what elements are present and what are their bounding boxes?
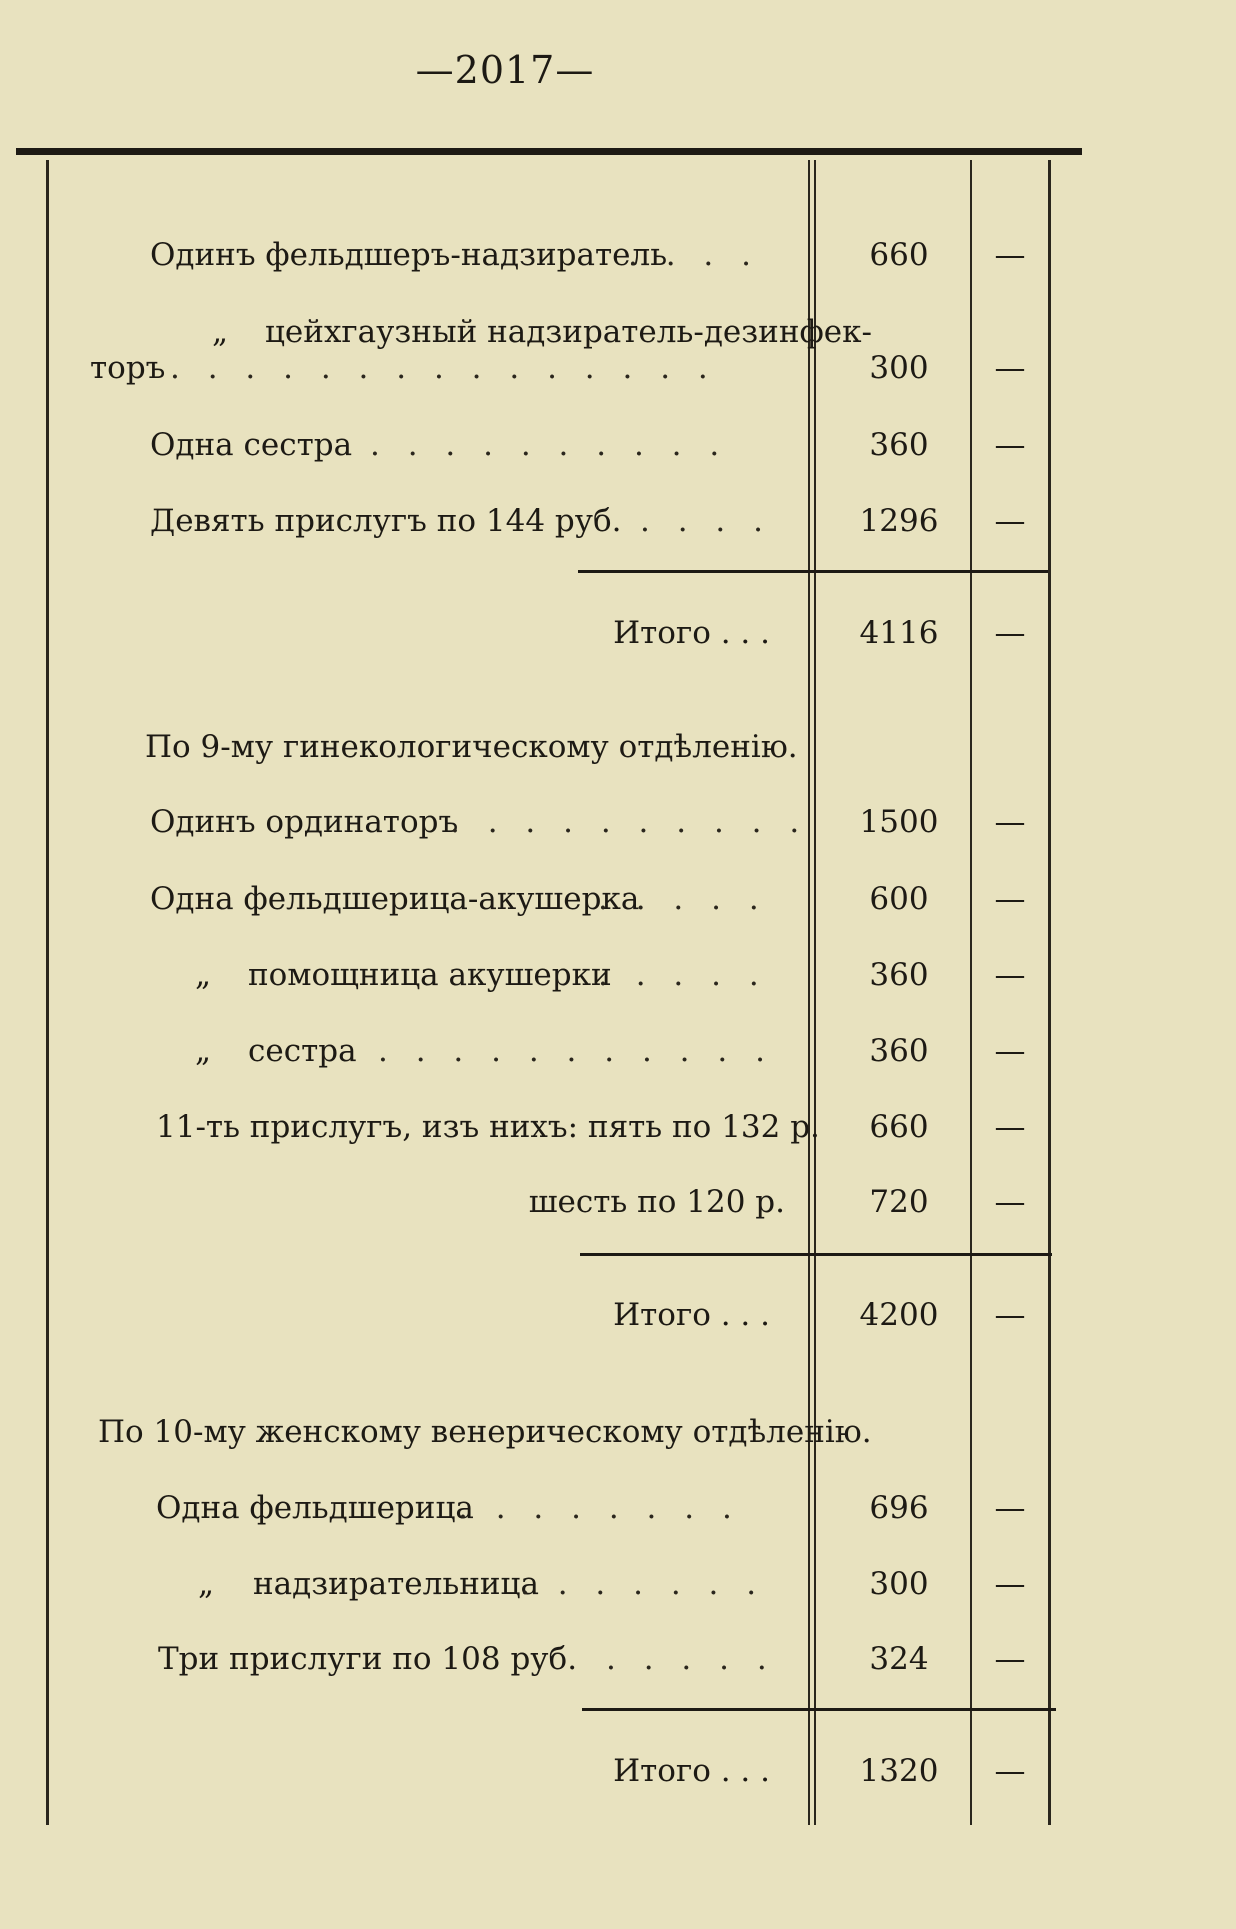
row-label: Одна фельдшерица [156,1490,474,1526]
row-label: шесть по 120 р. [528,1184,785,1220]
table-row [0,1177,1236,1227]
kopek-dash: — [994,1490,1026,1526]
section-heading [0,722,1236,772]
kopek-dash: — [994,427,1026,463]
leader-dots: . . . . . . . . . . [370,427,729,463]
leader-dots: . . . . . [606,1641,776,1677]
kopek-dash: — [994,1109,1026,1145]
kopek-dash: — [994,237,1026,273]
ditto-mark: „ [198,1566,215,1602]
amount-cell: 300 [869,350,929,386]
total-row [0,1290,1236,1340]
leader-dots: . . . . . . . . . . [450,804,809,840]
row-label: Три прислуги по 108 руб. [158,1641,578,1677]
row-label: цейхгаузный надзиратель-дезинфек- [265,314,872,350]
total-row [0,608,1236,658]
top-rule [16,148,1082,155]
amount-cell: 1296 [859,503,939,539]
section-title: По 10-му женскому венерическому отдѣленію. [98,1414,872,1450]
table-row [0,950,1236,1000]
table-row [0,420,1236,470]
leader-dots: . . . . . . . [520,1566,766,1602]
kopek-dash: — [994,1753,1026,1789]
ditto-mark: „ [195,1033,212,1069]
section-title: По 9-му гинекологическому отдѣленію. [145,729,798,765]
table-row [0,1634,1236,1684]
amount-cell: 696 [869,1490,929,1526]
leader-dots: . . . . [628,237,760,273]
amount-cell: 360 [869,957,929,993]
kopek-dash: — [994,615,1026,651]
table-row [0,1026,1236,1076]
amount-cell: 360 [869,427,929,463]
total-rule [578,570,1048,573]
row-label: Одна фельдшерица-акушерка [150,881,640,917]
total-label: Итого . . . [613,1753,770,1789]
leader-dots: . . . . . . . . . . . . . . . [170,350,717,386]
total-amount: 1320 [859,1753,939,1789]
page-number: —2017— [415,48,595,92]
row-label: 11-ть прислугъ, изъ нихъ: пять по 132 р. [156,1109,820,1145]
total-amount: 4116 [859,615,939,651]
leader-dots: . . . . [640,503,772,539]
total-rule [580,1253,1052,1256]
row-label: Одинъ ординаторъ [150,804,459,840]
total-label: Итого . . . [613,615,770,651]
amount-cell: 300 [869,1566,929,1602]
total-amount: 4200 [859,1297,939,1333]
amount-cell: 1500 [859,804,939,840]
amount-cell: 324 [869,1641,929,1677]
table-row [0,343,1236,393]
total-rule [582,1708,1056,1711]
ditto-mark: „ [195,957,212,993]
amount-cell: 720 [869,1184,929,1220]
table-row [0,797,1236,847]
table-row [0,874,1236,924]
ditto-mark: „ [212,314,229,350]
row-label: Одинъ фельдшеръ-надзиратель [150,237,668,273]
amount-cell: 360 [869,1033,929,1069]
row-label: помощница акушерки [248,957,612,993]
row-label: сестра [248,1033,357,1069]
row-label: торъ [90,350,166,386]
kopek-dash: — [994,1566,1026,1602]
leader-dots: . . . . . [598,957,768,993]
amount-cell: 660 [869,237,929,273]
row-label: Одна сестра [150,427,353,463]
table-row [0,1102,1236,1152]
kopek-dash: — [994,503,1026,539]
kopek-dash: — [994,804,1026,840]
leader-dots: . . . . . . . . . . . [378,1033,774,1069]
kopek-dash: — [994,957,1026,993]
amount-cell: 600 [869,881,929,917]
kopek-dash: — [994,881,1026,917]
section-heading [0,1407,1236,1457]
table-row [0,496,1236,546]
amount-cell: 660 [869,1109,929,1145]
kopek-dash: — [994,1641,1026,1677]
row-label: надзирательница [253,1566,539,1602]
leader-dots: . . . . . . . . [458,1490,741,1526]
kopek-dash: — [994,1184,1026,1220]
leader-dots: . . . . . [598,881,768,917]
row-label: Девять прислугъ по 144 руб. [150,503,622,539]
total-row [0,1746,1236,1796]
kopek-dash: — [994,1297,1026,1333]
table-row [0,230,1236,280]
table-row [0,1559,1236,1609]
kopek-dash: — [994,1033,1026,1069]
kopek-dash: — [994,350,1026,386]
total-label: Итого . . . [613,1297,770,1333]
table-row [0,1483,1236,1533]
